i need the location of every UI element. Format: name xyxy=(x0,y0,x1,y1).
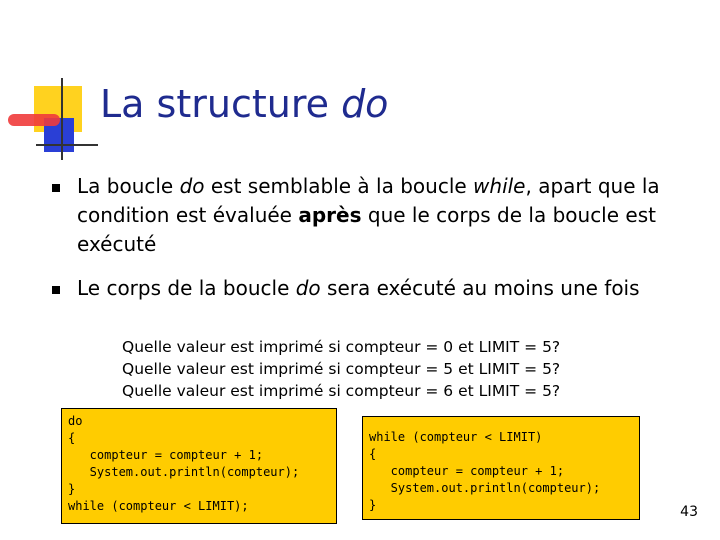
bullet-marker-1 xyxy=(52,184,60,192)
slide-title xyxy=(100,80,388,128)
bullet-text-2 xyxy=(77,274,687,303)
bullet-1-italic-while: while xyxy=(473,174,526,198)
bullet-1-part-4: que le corps de la boucle est exécuté xyxy=(77,203,656,256)
page-number: 43 xyxy=(680,504,698,520)
title-text: La structure xyxy=(100,82,342,126)
bullet-1-part-3: , apart que la condition est évaluée xyxy=(77,174,660,227)
bullet-marker-2 xyxy=(52,286,60,294)
question-2: Quelle valeur est imprimé si compteur = 5 et LIMIT = 5? xyxy=(122,360,561,378)
bullet-1-bold-apres: après xyxy=(298,203,362,227)
bullet-text-1 xyxy=(77,172,687,259)
slide-logo xyxy=(0,0,100,170)
question-1: Quelle valeur est imprimé si compteur = 0 et LIMIT = 5? xyxy=(122,338,561,356)
bullet-1-part-2: est semblable à la boucle xyxy=(204,174,474,198)
question-list xyxy=(122,336,560,402)
code-box-while: while (compteur < LIMIT) { compteur = compteur + 1; System.out.println(compteur); } xyxy=(362,416,640,520)
question-3: Quelle valeur est imprimé si compteur = 6 et LIMIT = 5? xyxy=(122,382,561,400)
bullet-2-italic-do: do xyxy=(295,276,321,300)
logo-red-bar xyxy=(8,114,60,126)
bullet-2-part-1: Le corps de la boucle xyxy=(77,276,296,300)
bullet-1-italic-do: do xyxy=(179,174,205,198)
bullet-1-part-1: La boucle xyxy=(77,174,180,198)
bullet-2-part-2: sera exécuté au moins une fois xyxy=(320,276,640,300)
title-italic: do xyxy=(341,82,389,126)
code-box-do-while: do { compteur = compteur + 1; System.out.println(compteur); } while (compteur < LIMIT); xyxy=(61,408,337,524)
